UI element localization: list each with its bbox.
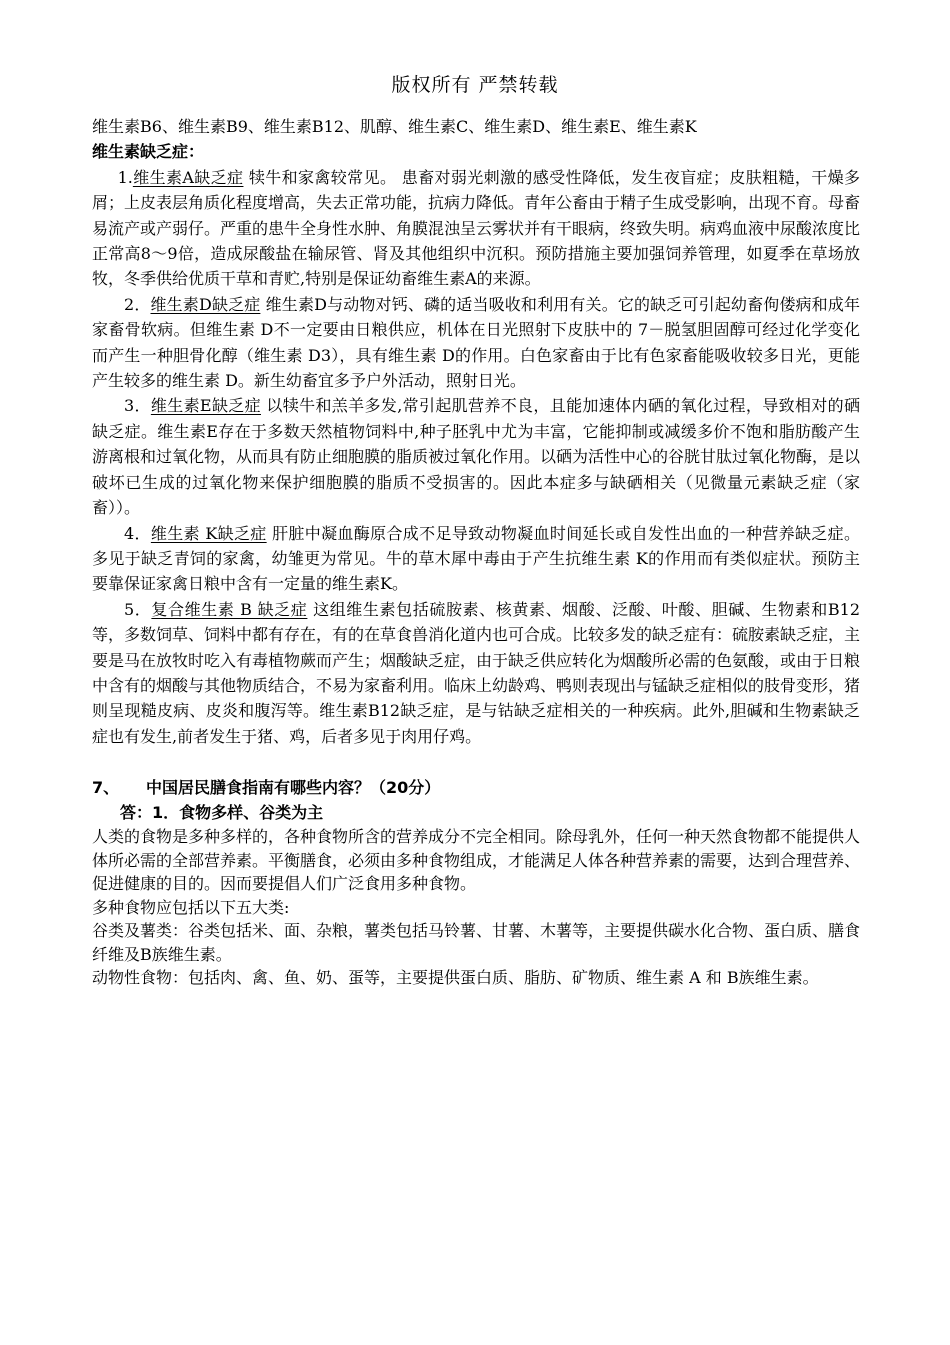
item-number: 3． [124, 396, 151, 416]
document-body [92, 114, 860, 990]
paragraph-five-categories: 多种食物应包括以下五大类: [92, 897, 290, 917]
question-number: 7、 [92, 778, 120, 798]
item-title: 维生素D缺乏症 [150, 294, 261, 314]
paragraph-food-variety: 人类的食物是多种多样的，各种食物所含的营养成分不完全相同。除母乳外，任何一种天然食物都不能提供人体所必需的全部营养素。平衡膳食，必须由多种食物组成，才能满足人体各种营养素的需要，达到合理营养、促进健康的目的。因而要提倡人们广泛食用多种食物。 [92, 827, 861, 894]
paragraph-vitamin-k [92, 521, 860, 597]
paragraph-vitamin-a [92, 165, 860, 292]
item-body: 犊牛和家禽较常见。 患畜对弱光刺激的感受性降低，发生夜盲症；皮肤粗糙，干燥多屑；上皮表层角质化程度增高，失去正常功能，抗病力降低。青年公畜由于精子生成受影响，出现不育。母畜易流产或产弱仔。严重的患牛全身性水肿、角膜混浊呈云雾状并有干眼病，终致失明。病鸡血液中尿酸浓度比正常高8～9倍，造成尿酸盐在输尿管、肾及其他组织中沉积。预防措施主要加强饲养管理，如夏季在草场放牧，冬季供给优质干草和青贮,特别是保证幼畜维生素A的来源。 [92, 167, 861, 289]
section-heading: 维生素缺乏症： [92, 142, 205, 162]
paragraph-vitamin-b-complex [92, 597, 860, 749]
paragraph-vitamin-e [92, 393, 860, 520]
question-7 [92, 775, 860, 800]
vitamin-list-line: 维生素B6、维生素B9、维生素B12、肌醇、维生素C、维生素D、维生素E、维生素K [92, 117, 697, 136]
copyright-watermark: 版权所有 严禁转载 [391, 74, 559, 96]
paragraph-vitamin-d [92, 292, 860, 394]
spacer [92, 749, 860, 775]
item-number: 1. [117, 167, 133, 187]
item-title: 维生素A缺乏症 [132, 167, 244, 187]
item-title: 维生素 K缺乏症 [150, 523, 267, 543]
item-body: 这组维生素包括硫胺素、核黄素、烟酸、泛酸、叶酸、胆碱、生物素和B12等，多数饲草、饲料中都有存在，有的在草食兽消化道内也可合成。比较多发的缺乏症有：硫胺素缺乏症，主要是马在放牧时吃入有毒植物蕨而产生；烟酸缺乏症，由于缺乏供应转化为烟酸所必需的色氨酸，或由于日粮中含有的烟酸与其他物质结合，不易为家畜利用。临床上幼龄鸡、鸭则表现出与锰缺乏症相似的肢骨变形，猪则呈现糙皮病、皮炎和腹泻等。维生素B12缺乏症，是与钴缺乏症相关的一种疾病。此外,胆碱和生物素缺乏症也有发生,前者发生于猪、鸡，后者多见于肉用仔鸡。 [92, 599, 861, 746]
item-title: 维生素E缺乏症 [150, 396, 261, 416]
question-text: 中国居民膳食指南有哪些内容？（20分） [146, 778, 441, 798]
item-body: 维生素D与动物对钙、磷的适当吸收和利用有关。它的缺乏可引起幼畜佝偻病和成年家畜骨软病。但维生素 D不一定要由日粮供应，机体在日光照射下皮肤中的 7－脱氢胆固醇可经过化学变化而产生一种胆骨化醇（维生素 D3），具有维生素 D的作用。白色家畜由于比有色家畜能吸收较多日光，更能产生较多的维生素 D。新生幼畜宜多予户外活动，照射日光。 [92, 294, 860, 391]
paragraph-animal-foods: 动物性食物：包括肉、禽、鱼、奶、蛋等，主要提供蛋白质、脂肪、矿物质、维生素 A 和 B族维生素。 [92, 968, 819, 988]
answer-heading: 答：1．食物多样、谷类为主 [120, 803, 324, 823]
item-number: 5． [124, 599, 152, 619]
item-number: 4． [124, 523, 151, 543]
item-body: 以犊牛和羔羊多发,常引起肌营养不良，且能加速体内硒的氧化过程，导致相对的硒缺乏症。维生素E存在于多数天然植物饲料中,种子胚乳中尤为丰富，它能抑制或减缓多价不饱和脂肪酸产生游离根和过氧化物，从而具有防止细胞膜的脂质被过氧化作用。以硒为活性中心的谷胱甘肽过氧化物酶，是以破坏已生成的过氧化物来保护细胞膜的脂质不受损害的。因此本症多与缺硒相关（见微量元素缺乏症（家畜））。 [92, 396, 861, 518]
item-title: 复合维生素 B 缺乏症 [151, 599, 308, 619]
item-number: 2． [124, 294, 151, 314]
paragraph-grains-tubers: 谷类及薯类：谷类包括米、面、杂粮，薯类包括马铃薯、甘薯、木薯等，主要提供碳水化合物、蛋白质、膳食纤维及B族维生素。 [92, 921, 861, 964]
item-body: 肝脏中凝血酶原合成不足导致动物凝血时间延长或自发性出血的一种营养缺乏症。多见于缺乏青饲的家禽，幼雏更为常见。牛的草木犀中毒由于产生抗维生素 K的作用而有类似症状。预防主要靠保证家禽日粮中含有一定量的维生素K。 [92, 523, 860, 594]
